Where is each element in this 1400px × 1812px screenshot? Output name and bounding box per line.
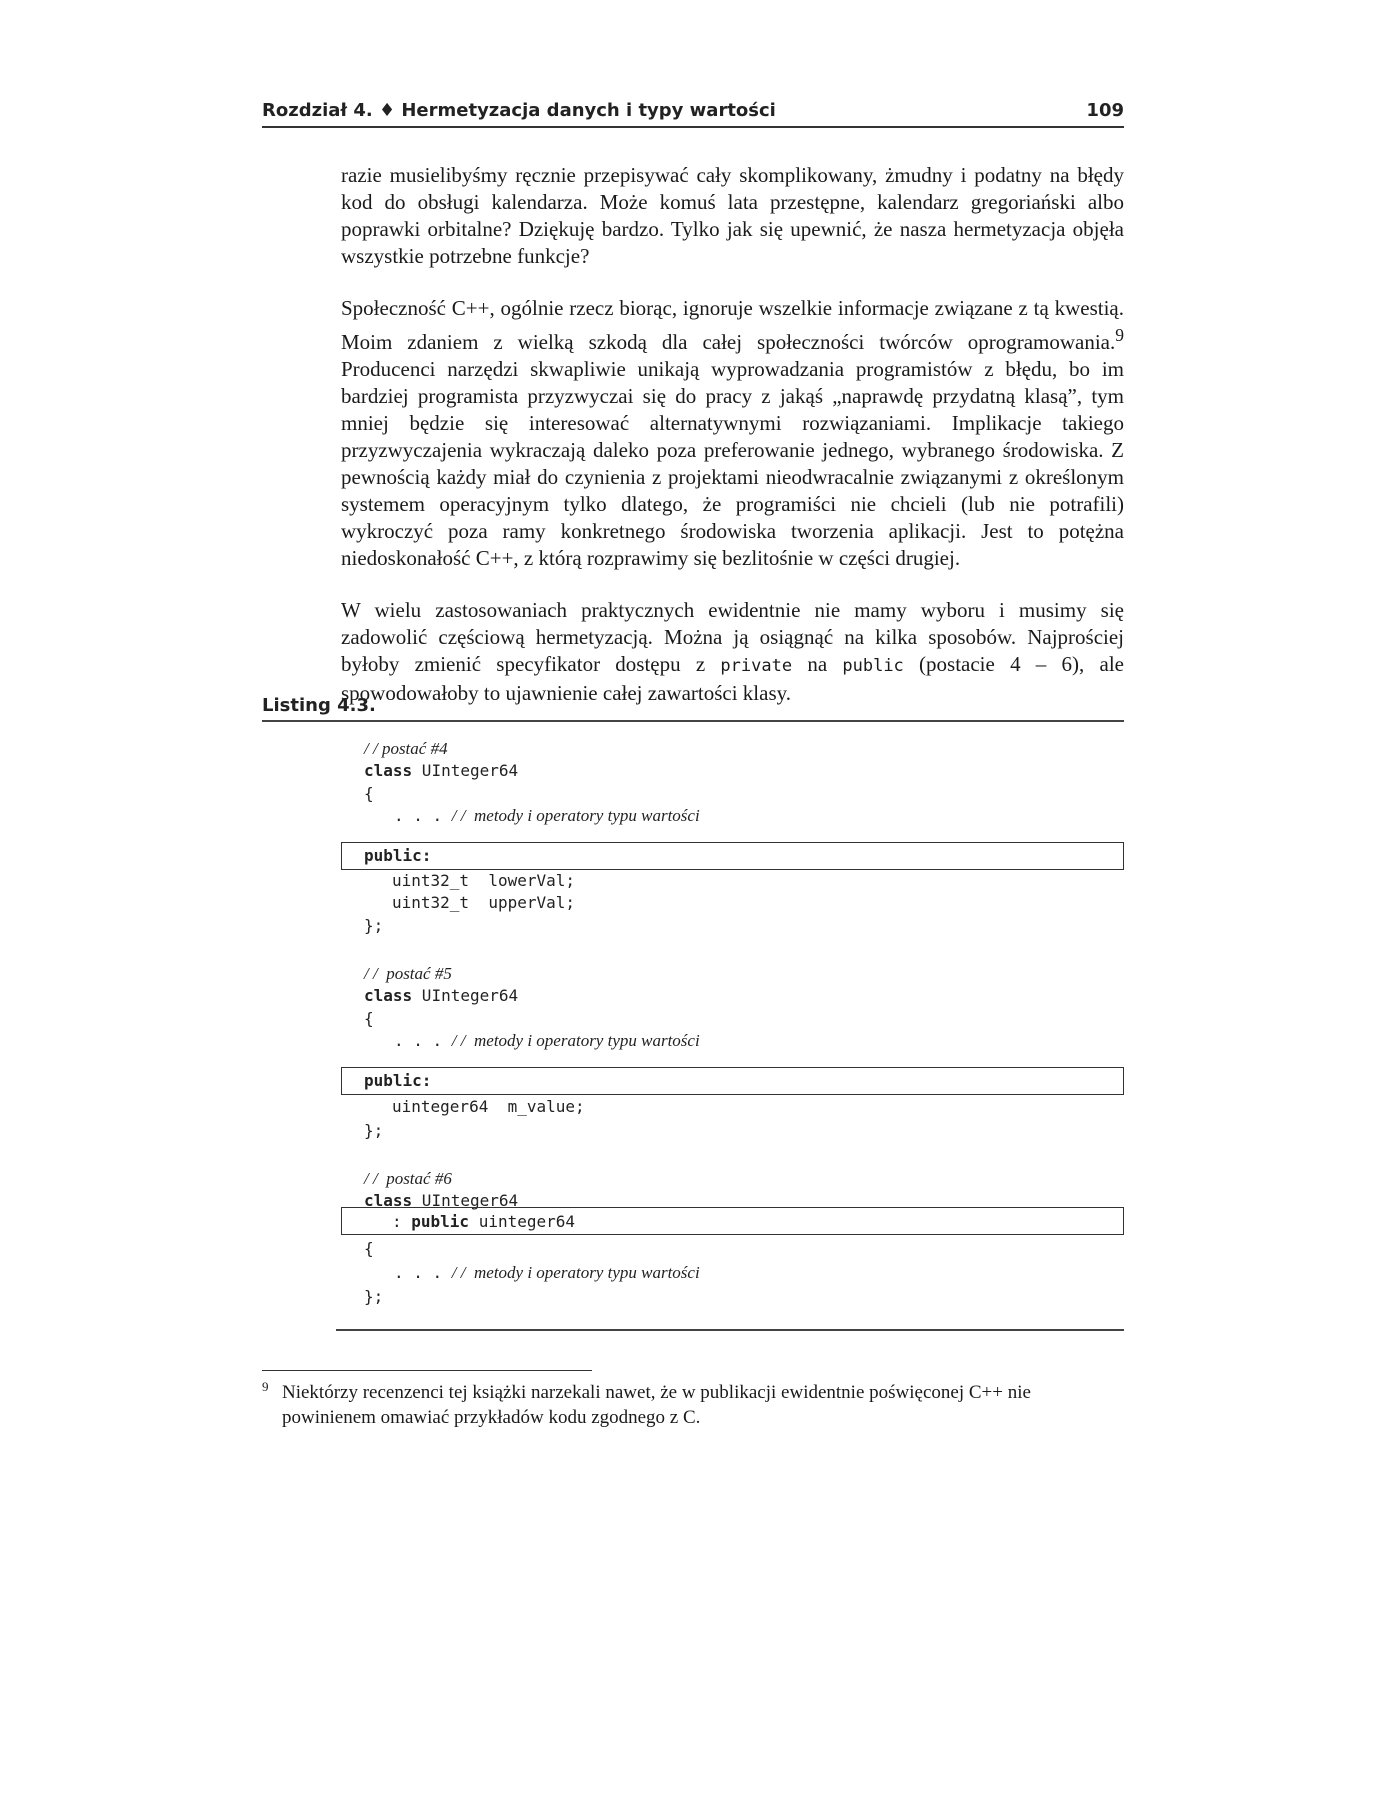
- listing-rule-bottom: [336, 1329, 1124, 1331]
- keyword-public: public: [411, 1212, 470, 1231]
- listing-inheritance-line: [392, 1211, 575, 1233]
- keyword-class: class: [364, 986, 413, 1005]
- listing-public-form-4: public:: [364, 846, 432, 865]
- class-name: UInteger64: [412, 761, 519, 780]
- footnote: [262, 1380, 1082, 1430]
- footnote-number: 9: [262, 1379, 269, 1394]
- listing-label: Listing 4.3.: [262, 695, 376, 716]
- listing-upperval: uint32_t upperVal;: [392, 893, 576, 912]
- highlight-box-public-form-5: [341, 1067, 1124, 1095]
- listing-methods-line-form-4: [394, 805, 700, 827]
- paragraph-2-part-a: Społeczność C++, ogólnie rzecz biorąc, ignoruje wszelkie informacje związane z tą kwestią. Moim zdaniem z wielką szkodą dla całej społeczności twórców oprogramowania.: [341, 296, 1124, 354]
- listing-class-line-form-4: [364, 760, 518, 782]
- code-public: public: [842, 656, 904, 676]
- ellipsis: . . .: [394, 1031, 452, 1050]
- methods-comment: / / metody i operatory typu wartości: [451, 806, 700, 825]
- base-class: uinteger64: [469, 1212, 576, 1231]
- listing-rule-top: [262, 720, 1124, 722]
- footnote-text: Niektórzy recenzenci tej książki narzekali nawet, że w publikacji ewidentnie poświęconej C++ nie powinienem omawiać przykładów kodu zgodnego z C.: [282, 1382, 1031, 1428]
- keyword-class: class: [364, 1191, 413, 1210]
- listing-open-brace: {: [364, 784, 374, 803]
- listing-comment-form-4: / / postać #4: [364, 739, 448, 758]
- highlight-box-public-form-4: [341, 842, 1124, 870]
- listing-close-brace: };: [364, 916, 384, 935]
- listing-methods-line-form-6: [394, 1262, 700, 1284]
- footnote-reference: 9: [1115, 325, 1124, 345]
- ellipsis: . . .: [394, 806, 452, 825]
- paragraph-3-part-a: W wielu zastosowaniach praktycznych ewidentnie nie mamy wyboru i musimy się zadowolić częściową hermetyzacją. Można ją osiągnąć na kilka sposobów. Najprościej byłoby zmienić specyfikator dostępu z: [341, 598, 1124, 676]
- listing-open-brace: {: [364, 1239, 374, 1258]
- keyword-class: class: [364, 761, 413, 780]
- colon: :: [392, 1212, 412, 1231]
- class-name: UInteger64: [412, 1191, 519, 1210]
- running-header: [262, 98, 1124, 128]
- ellipsis: . . .: [394, 1263, 452, 1282]
- listing-methods-line-form-5: [394, 1030, 700, 1052]
- paragraph-3-part-c: (postacie 4 – 6), ale spowodowałoby to ujawnienie całej zawartości klasy.: [341, 652, 1124, 705]
- methods-comment: / / metody i operatory typu wartości: [451, 1263, 700, 1282]
- body-text: [341, 162, 1124, 732]
- paragraph-3-part-b: na: [792, 652, 843, 676]
- listing-comment-form-5: / / postać #5: [364, 964, 452, 983]
- chapter-title: Rozdział 4. ♦ Hermetyzacja danych i typy wartości: [262, 100, 776, 121]
- code-private: private: [720, 656, 793, 676]
- paragraph-2-part-b: Producenci narzędzi skwapliwie unikają wyprowadzania programistów z błędu, bo im bardziej programista przyzwyczai się do pracy z jakąś „naprawdę przydatną klasą”, tym mniej będzie się interesować alternatywnymi rozwiązaniami. Implikacje takiego przyzwyczajenia wykraczają daleko poza preferowanie jednego, wybranego środowiska. Z pewnością każdy miał do czynienia z projektami nieodwracalnie związanymi z określonym systemem operacyjnym tylko dlatego, że programiści nie chcieli (lub nie potrafili) wykroczyć poza ramy konkretnego środowiska tworzenia aplikacji. Jest to potężna niedoskonałość C++, z którą rozprawimy się bezlitośnie w części drugiej.: [341, 357, 1124, 570]
- page-number: 109: [1086, 100, 1124, 121]
- listing-m-value: uinteger64 m_value;: [392, 1097, 585, 1116]
- listing-class-line-form-5: [364, 985, 518, 1007]
- listing-close-brace: };: [364, 1287, 384, 1306]
- paragraph-2: [341, 295, 1124, 572]
- paragraph-3: [341, 597, 1124, 707]
- listing-lowerval: uint32_t lowerVal;: [392, 871, 576, 890]
- header-rule: [262, 126, 1124, 128]
- methods-comment: / / metody i operatory typu wartości: [451, 1031, 700, 1050]
- paragraph-1: razie musielibyśmy ręcznie przepisywać cały skomplikowany, żmudny i podatny na błędy kod do obsługi kalendarza. Może komuś lata przestępne, kalendarz gregoriański albo poprawki orbitalne? Dziękuję bardzo. Tylko jak się upewnić, że nasza hermetyzacja objęła wszystkie potrzebne funkcje?: [341, 163, 1124, 268]
- listing-close-brace: };: [364, 1121, 384, 1140]
- listing-public-form-5: public:: [364, 1071, 432, 1090]
- listing-comment-form-6: / / postać #6: [364, 1169, 452, 1188]
- footnote-rule: [262, 1370, 592, 1371]
- class-name: UInteger64: [412, 986, 519, 1005]
- listing-open-brace: {: [364, 1009, 374, 1028]
